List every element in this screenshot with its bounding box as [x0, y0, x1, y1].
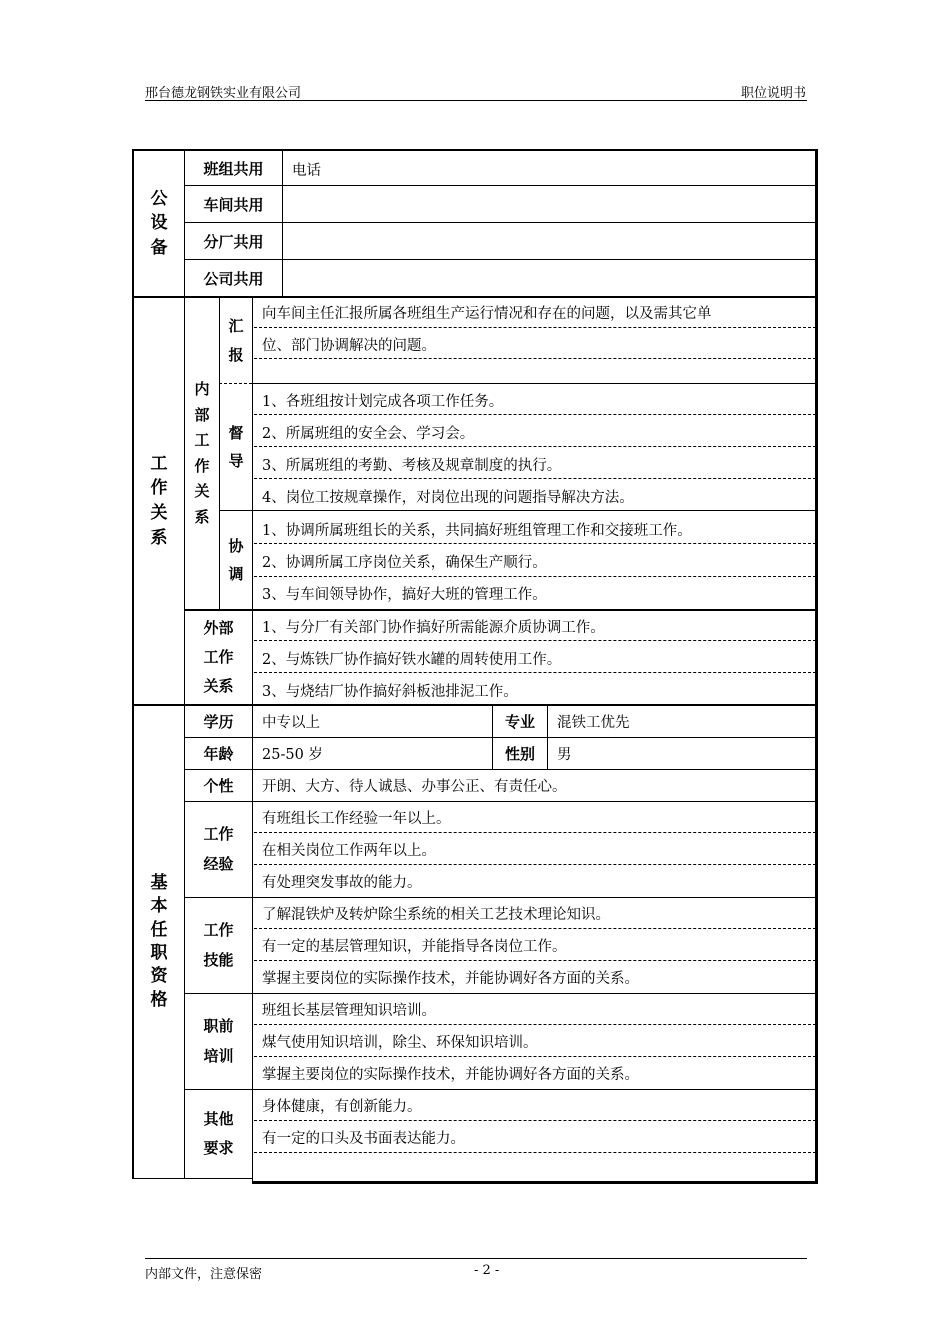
personality-label: 个性	[203, 777, 234, 795]
major-value: 混铁工优先	[557, 715, 630, 731]
training-line: 班组长基层管理知识培训。	[262, 1003, 436, 1019]
grid-line	[252, 383, 817, 384]
grid-line	[282, 149, 283, 298]
experience-line: 有班组长工作经验一年以上。	[262, 811, 451, 827]
table-border-bottom	[252, 1181, 818, 1184]
label-line: 职前	[203, 1017, 234, 1036]
label-char: 关	[194, 482, 210, 500]
education-value: 中专以上	[262, 715, 320, 731]
dashed-line	[254, 1024, 816, 1025]
training-label	[185, 994, 252, 1089]
equipment-section-title	[134, 151, 184, 296]
title-char: 关	[150, 503, 168, 523]
report-label	[220, 298, 252, 383]
title-char: 本	[150, 896, 168, 917]
training-line: 掌握主要岗位的实际操作技术，并能协调好各方面的关系。	[262, 1067, 639, 1083]
supervise-line: 1、各班组按计划完成各项工作任务。	[262, 394, 504, 410]
other-requirements-label	[185, 1090, 252, 1178]
dashed-line	[254, 928, 816, 929]
title-char: 格	[150, 989, 168, 1010]
dashed-line	[254, 960, 816, 961]
label-char: 协	[228, 536, 244, 555]
experience-line: 在相关岗位工作两年以上。	[262, 843, 436, 859]
grid-line	[219, 510, 817, 511]
company-name: 邢台德龙钢铁实业有限公司	[145, 86, 302, 101]
dashed-line	[254, 864, 816, 865]
other-requirements-line: 身体健康，有创新能力。	[262, 1099, 422, 1115]
personality-value: 开朗、大方、待人诚恳、办事公正、有责任心。	[262, 779, 567, 795]
dashed-line	[254, 1120, 816, 1121]
external-line: 2、与炼铁厂协作搞好铁水罐的周转使用工作。	[262, 652, 562, 668]
label-char: 部	[194, 405, 210, 424]
equipment-label-team: 班组共用	[203, 159, 264, 178]
label-line: 工作	[203, 647, 234, 666]
report-line: 位、部门协调解决的问题。	[262, 338, 436, 354]
title-char: 职	[150, 943, 168, 963]
dashed-line	[254, 832, 816, 833]
supervise-line: 4、岗位工按规章操作，对岗位出现的问题指导解决方法。	[262, 490, 634, 506]
footer-divider	[145, 1258, 807, 1259]
label-char: 系	[194, 507, 210, 526]
footer-notice: 内部文件，注意保密	[145, 1267, 263, 1282]
label-line: 工作	[203, 921, 234, 940]
coordinate-line: 1、协调所属班组长的关系，共同搞好班组管理工作和交接班工作。	[262, 523, 692, 539]
equipment-value-team: 电话	[292, 163, 321, 179]
label-char: 内	[194, 380, 210, 398]
grid-line	[184, 769, 817, 770]
dashed-line	[254, 478, 816, 479]
age-value: 25-50 岁	[262, 747, 323, 763]
dashed-line	[254, 414, 816, 415]
grid-line	[184, 609, 817, 611]
supervise-line: 2、所属班组的安全会、学习会。	[262, 426, 475, 442]
grid-line	[252, 298, 253, 706]
dashed-line	[254, 576, 816, 577]
age-label: 年龄	[203, 745, 234, 763]
label-line: 外部	[203, 618, 234, 637]
table-border-right	[815, 149, 818, 1184]
equipment-label-workshop: 车间共用	[203, 195, 264, 214]
title-char: 公	[150, 188, 168, 209]
external-line: 3、与烧结厂协作搞好斜板池排泥工作。	[262, 684, 518, 700]
title-char: 设	[150, 213, 168, 234]
label-line: 关系	[203, 677, 234, 696]
label-line: 其他	[203, 1109, 234, 1128]
skills-line: 有一定的基层管理知识，并能指导各岗位工作。	[262, 939, 567, 955]
table-border-bottom-left	[132, 1178, 252, 1179]
experience-line: 有处理突发事故的能力。	[262, 875, 422, 891]
coordinate-label	[220, 511, 252, 609]
header-divider	[145, 100, 807, 101]
education-label: 学历	[203, 713, 234, 731]
label-char: 汇	[228, 317, 244, 335]
page-number: - 2 -	[474, 1263, 500, 1278]
coordinate-line: 3、与车间领导协作，搞好大班的管理工作。	[262, 587, 547, 603]
title-char: 资	[150, 966, 168, 987]
grid-line	[184, 1089, 817, 1090]
equipment-label-branch: 分厂共用	[203, 232, 264, 251]
relations-section-title	[134, 298, 184, 704]
skills-line: 掌握主要岗位的实际操作技术，并能协调好各方面的关系。	[262, 971, 639, 987]
label-char: 导	[228, 452, 244, 470]
label-line: 工作	[203, 825, 234, 844]
title-char: 作	[150, 478, 168, 499]
label-char: 报	[228, 345, 244, 364]
title-char: 基	[150, 872, 168, 893]
dashed-line	[254, 358, 816, 359]
grid-line	[252, 706, 253, 1184]
title-char: 工	[150, 453, 168, 474]
internal-relations-label	[185, 298, 219, 609]
skills-line: 了解混铁炉及转炉除尘系统的相关工艺技术理论知识。	[262, 907, 610, 923]
dashed-line	[254, 672, 816, 673]
title-char: 系	[150, 527, 168, 548]
title-char: 备	[150, 237, 168, 258]
skills-label	[185, 898, 252, 993]
external-relations-label	[185, 611, 252, 704]
title-char: 任	[150, 919, 168, 940]
other-requirements-line: 有一定的口头及书面表达能力。	[262, 1131, 465, 1147]
equipment-label-company: 公司共用	[203, 269, 264, 288]
grid-line	[547, 706, 548, 770]
gender-value: 男	[557, 747, 572, 763]
coordinate-line: 2、协调所属工序岗位关系，确保生产顺行。	[262, 555, 547, 571]
supervise-label	[220, 384, 252, 510]
gender-label: 性别	[504, 745, 535, 763]
dashed-line	[254, 1056, 816, 1057]
label-line: 经验	[203, 854, 234, 873]
external-line: 1、与分厂有关部门协作搞好所需能源介质协调工作。	[262, 620, 605, 636]
label-line: 要求	[203, 1139, 234, 1157]
label-char: 督	[228, 423, 244, 442]
label-line: 技能	[203, 950, 234, 969]
dashed-line	[254, 327, 816, 328]
grid-line	[184, 801, 817, 802]
report-line: 向车间主任汇报所属各班组生产运行情况和存在的问题，以及需其它单	[262, 306, 712, 322]
dashed-line	[254, 446, 816, 447]
grid-line	[184, 993, 817, 994]
experience-label	[185, 802, 252, 897]
dashed-line	[254, 543, 816, 544]
label-char: 工	[194, 431, 210, 449]
grid-line	[184, 897, 817, 898]
dashed-line	[254, 1152, 816, 1153]
training-line: 煤气使用知识培训，除尘、环保知识培训。	[262, 1035, 538, 1051]
dashed-line	[254, 640, 816, 641]
label-char: 作	[194, 456, 210, 475]
document-title: 职位说明书	[740, 86, 806, 101]
label-char: 调	[228, 565, 244, 583]
label-line: 培训	[203, 1046, 234, 1065]
major-label: 专业	[504, 713, 535, 731]
qualifications-section-title	[134, 706, 184, 1178]
supervise-line: 3、所属班组的考勤、考核及规章制度的执行。	[262, 458, 562, 474]
